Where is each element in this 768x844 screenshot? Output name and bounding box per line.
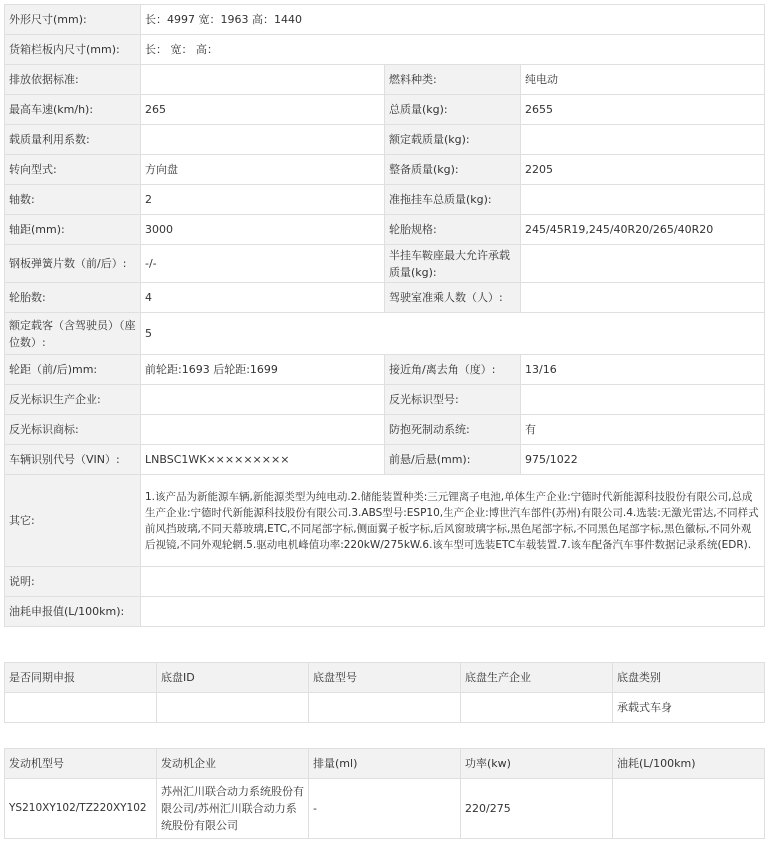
spec-label: 反光标识商标: — [5, 415, 141, 445]
spec-value — [141, 415, 385, 445]
spec-row-other — [5, 475, 765, 567]
spec-row-note — [5, 567, 765, 597]
spec-row — [5, 245, 765, 283]
spec-value: LNBSC1WK××××××××× — [141, 445, 385, 475]
passengers-value: 5 — [141, 313, 765, 355]
spec-label: 接近角/离去角（度）: — [385, 355, 521, 385]
spec-value — [141, 65, 385, 95]
fuel-value — [141, 597, 765, 627]
spec-value: 265 — [141, 95, 385, 125]
spec-row — [5, 215, 765, 245]
spec-label: 转向型式: — [5, 155, 141, 185]
engine-cell: - — [309, 779, 461, 839]
chassis-header: 底盘生产企业 — [461, 663, 613, 693]
spec-row — [5, 155, 765, 185]
spec-row — [5, 185, 765, 215]
engine-header: 发动机型号 — [5, 749, 157, 779]
spec-label: 反光标识型号: — [385, 385, 521, 415]
spec-label: 整备质量(kg): — [385, 155, 521, 185]
vehicle-spec-table — [4, 4, 765, 627]
spec-row — [5, 415, 765, 445]
spec-row-passengers — [5, 313, 765, 355]
spec-label: 载质量利用系数: — [5, 125, 141, 155]
spec-row — [5, 65, 765, 95]
chassis-cell — [5, 693, 157, 723]
spec-value: -/- — [141, 245, 385, 283]
spec-label: 轴数: — [5, 185, 141, 215]
spec-label: 防抱死制动系统: — [385, 415, 521, 445]
spec-label: 半挂车鞍座最大允许承载质量(kg): — [385, 245, 521, 283]
passengers-label: 额定载客（含驾驶员）（座位数）: — [5, 313, 141, 355]
spec-value: 有 — [521, 415, 765, 445]
spec-value: 3000 — [141, 215, 385, 245]
chassis-cell: 承载式车身 — [613, 693, 765, 723]
spec-label: 前悬/后悬(mm): — [385, 445, 521, 475]
engine-cell: 苏州汇川联合动力系统股份有限公司/苏州汇川联合动力系统股份有限公司 — [157, 779, 309, 839]
note-value — [141, 567, 765, 597]
spec-label: 最高车速(km/h): — [5, 95, 141, 125]
chassis-table — [4, 662, 765, 723]
spec-row-dimensions — [5, 5, 765, 35]
spec-value: 2205 — [521, 155, 765, 185]
dimensions-value: 长：4997 宽：1963 高：1440 — [141, 5, 765, 35]
engine-cell: YS210XY102/TZ220XY102 — [5, 779, 157, 839]
spec-label: 轮胎规格: — [385, 215, 521, 245]
spec-value — [521, 125, 765, 155]
spec-row — [5, 95, 765, 125]
other-label: 其它: — [5, 475, 141, 567]
engine-cell — [613, 779, 765, 839]
spec-value: 4 — [141, 283, 385, 313]
engine-data-row — [5, 779, 765, 839]
spec-value: 2655 — [521, 95, 765, 125]
spec-label: 轮距（前/后)mm: — [5, 355, 141, 385]
cargo-box-label: 货箱栏板内尺寸(mm): — [5, 35, 141, 65]
spec-row — [5, 355, 765, 385]
engine-cell: 220/275 — [461, 779, 613, 839]
spec-value — [521, 185, 765, 215]
spec-row — [5, 445, 765, 475]
spec-label: 钢板弹簧片数（前/后）: — [5, 245, 141, 283]
spec-value — [521, 283, 765, 313]
chassis-header: 底盘ID — [157, 663, 309, 693]
spec-row — [5, 125, 765, 155]
engine-header: 功率(kw) — [461, 749, 613, 779]
chassis-header: 底盘型号 — [309, 663, 461, 693]
cargo-box-value: 长： 宽： 高： — [141, 35, 765, 65]
spec-label: 反光标识生产企业: — [5, 385, 141, 415]
spec-label: 准拖挂车总质量(kg): — [385, 185, 521, 215]
chassis-cell — [309, 693, 461, 723]
spec-value: 前轮距:1693 后轮距:1699 — [141, 355, 385, 385]
spec-value: 13/16 — [521, 355, 765, 385]
engine-header: 排量(ml) — [309, 749, 461, 779]
engine-header-row — [5, 749, 765, 779]
engine-table — [4, 748, 765, 839]
chassis-header: 底盘类别 — [613, 663, 765, 693]
chassis-header-row — [5, 663, 765, 693]
engine-header: 发动机企业 — [157, 749, 309, 779]
spec-label: 轴距(mm): — [5, 215, 141, 245]
spec-label: 车辆识别代号（VIN）: — [5, 445, 141, 475]
spec-row-cargo-box — [5, 35, 765, 65]
spec-value: 2 — [141, 185, 385, 215]
spec-label: 驾驶室准乘人数（人）: — [385, 283, 521, 313]
other-value: 1.该产品为新能源车辆,新能源类型为纯电动.2.储能装置种类:三元锂离子电池,单体生产企业:宁德时代新能源科技股份有限公司,总成生产企业:宁德时代新能源科技股份有限公司.3.ABS型号:ESP10,生产企业:博世汽车部件(苏州)有限公司.4.选装:无激光雷达,不同样式前风挡玻璃,不同天幕玻璃,ETC,不同尾部字标,侧面翼子板字标,后风窗玻璃字标,黑色尾部字标,不同黑色尾部字标,黑色徽标,不同外观后视镜,不同外观轮辋.5.驱动电机峰值功率:220kW/275kW.6.该车型可选装ETC车载装置.7.该车配备汽车事件数据记录系统(EDR). — [141, 475, 765, 567]
spec-label: 燃料种类: — [385, 65, 521, 95]
spec-value — [141, 385, 385, 415]
spec-label: 额定载质量(kg): — [385, 125, 521, 155]
spec-value: 975/1022 — [521, 445, 765, 475]
spec-value — [521, 385, 765, 415]
chassis-cell — [157, 693, 309, 723]
spec-value: 245/45R19,245/40R20/265/40R20 — [521, 215, 765, 245]
spec-row-fuel — [5, 597, 765, 627]
fuel-label: 油耗申报值(L/100km): — [5, 597, 141, 627]
engine-header: 油耗(L/100km) — [613, 749, 765, 779]
spec-label: 排放依据标准: — [5, 65, 141, 95]
chassis-header: 是否同期申报 — [5, 663, 157, 693]
spec-label: 轮胎数: — [5, 283, 141, 313]
spec-value — [521, 245, 765, 283]
dimensions-label: 外形尺寸(mm): — [5, 5, 141, 35]
spec-value — [141, 125, 385, 155]
spec-row — [5, 385, 765, 415]
chassis-cell — [461, 693, 613, 723]
spec-value: 纯电动 — [521, 65, 765, 95]
chassis-data-row — [5, 693, 765, 723]
spec-value: 方向盘 — [141, 155, 385, 185]
note-label: 说明: — [5, 567, 141, 597]
spec-row — [5, 283, 765, 313]
spec-label: 总质量(kg): — [385, 95, 521, 125]
